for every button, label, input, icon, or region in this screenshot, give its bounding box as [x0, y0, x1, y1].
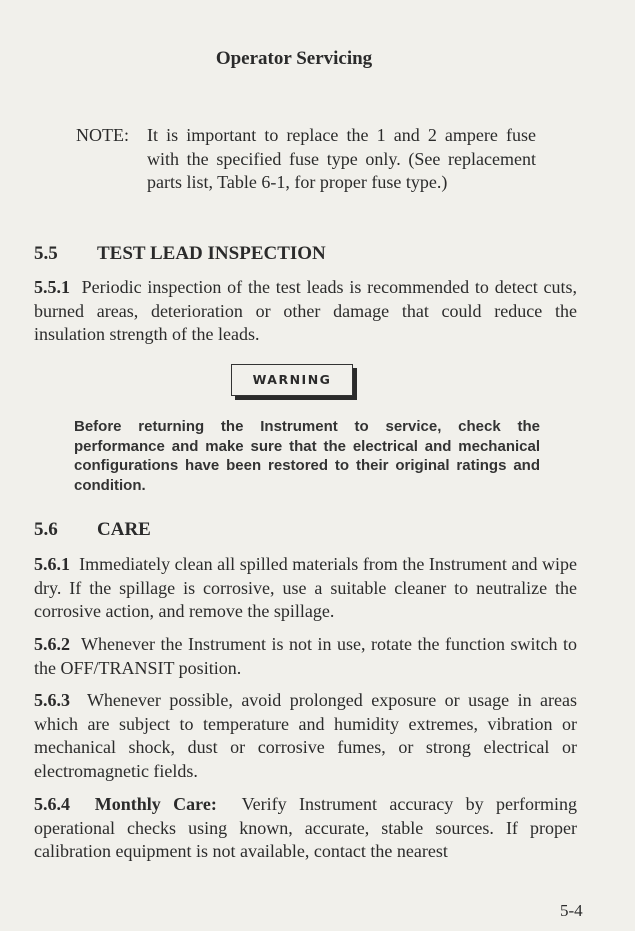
note-label: NOTE:: [76, 125, 129, 145]
note-text: It is important to replace the 1 and 2 ampere fuse with the specified fuse type only. (See replacement parts list, Table 6-1, for proper fuse type.): [147, 125, 536, 192]
paragraph-5-5-1: [34, 276, 577, 347]
note-block: [76, 124, 536, 195]
paragraph-text: Whenever the Instrument is not in use, rotate the function switch to the OFF/TRANSIT position.: [34, 634, 578, 678]
paragraph-5-6-1: [34, 553, 577, 624]
section-heading-5-5: [34, 243, 326, 265]
paragraph-number: 5.6.4: [34, 794, 70, 814]
paragraph-number: 5.6.2: [34, 634, 70, 654]
warning-label-box: WARNING: [231, 364, 353, 396]
paragraph-number: 5.5.1: [34, 277, 70, 297]
warning-text: Before returning the Instrument to service, check the performance and make sure that the electrical and mechanical configurations have been restored to their original ratings and condition.: [74, 418, 540, 494]
section-number: 5.5: [34, 243, 58, 264]
paragraph-text: Whenever possible, avoid prolonged exposure or usage in areas which are subject to temperature and humidity extremes, vibration or mechanical shock, dust or corrosive fumes, or strong electrical or electromagnetic fields.: [34, 690, 577, 781]
section-title: TEST LEAD INSPECTION: [97, 243, 326, 264]
paragraph-number: 5.6.3: [34, 690, 70, 710]
paragraph-text: Verify Instrument accuracy by performing operational checks using known, accurate, stable sources. If proper calibration equipment is not available, contact the nearest: [34, 794, 578, 861]
section-heading-5-6: [34, 519, 151, 541]
section-title: CARE: [97, 519, 151, 540]
paragraph-5-6-4: [34, 793, 577, 864]
paragraph-5-6-3: [34, 689, 577, 783]
paragraph-5-6-2: [34, 633, 577, 680]
section-number: 5.6: [34, 519, 58, 540]
paragraph-lead: Monthly Care:: [94, 794, 217, 814]
page-header: Operator Servicing: [215, 48, 373, 69]
paragraph-text: Periodic inspection of the test leads is recommended to detect cuts, burned areas, deterioration or other damage that could reduce the insulation strength of the leads.: [34, 277, 577, 344]
paragraph-number: 5.6.1: [34, 554, 70, 574]
page-number: 5-4: [560, 901, 583, 920]
paragraph-text: Immediately clean all spilled materials from the Instrument and wipe dry. If the spillage is corrosive, use a suitable cleaner to neutralize the corrosive action, and remove the spillage.: [34, 554, 577, 621]
